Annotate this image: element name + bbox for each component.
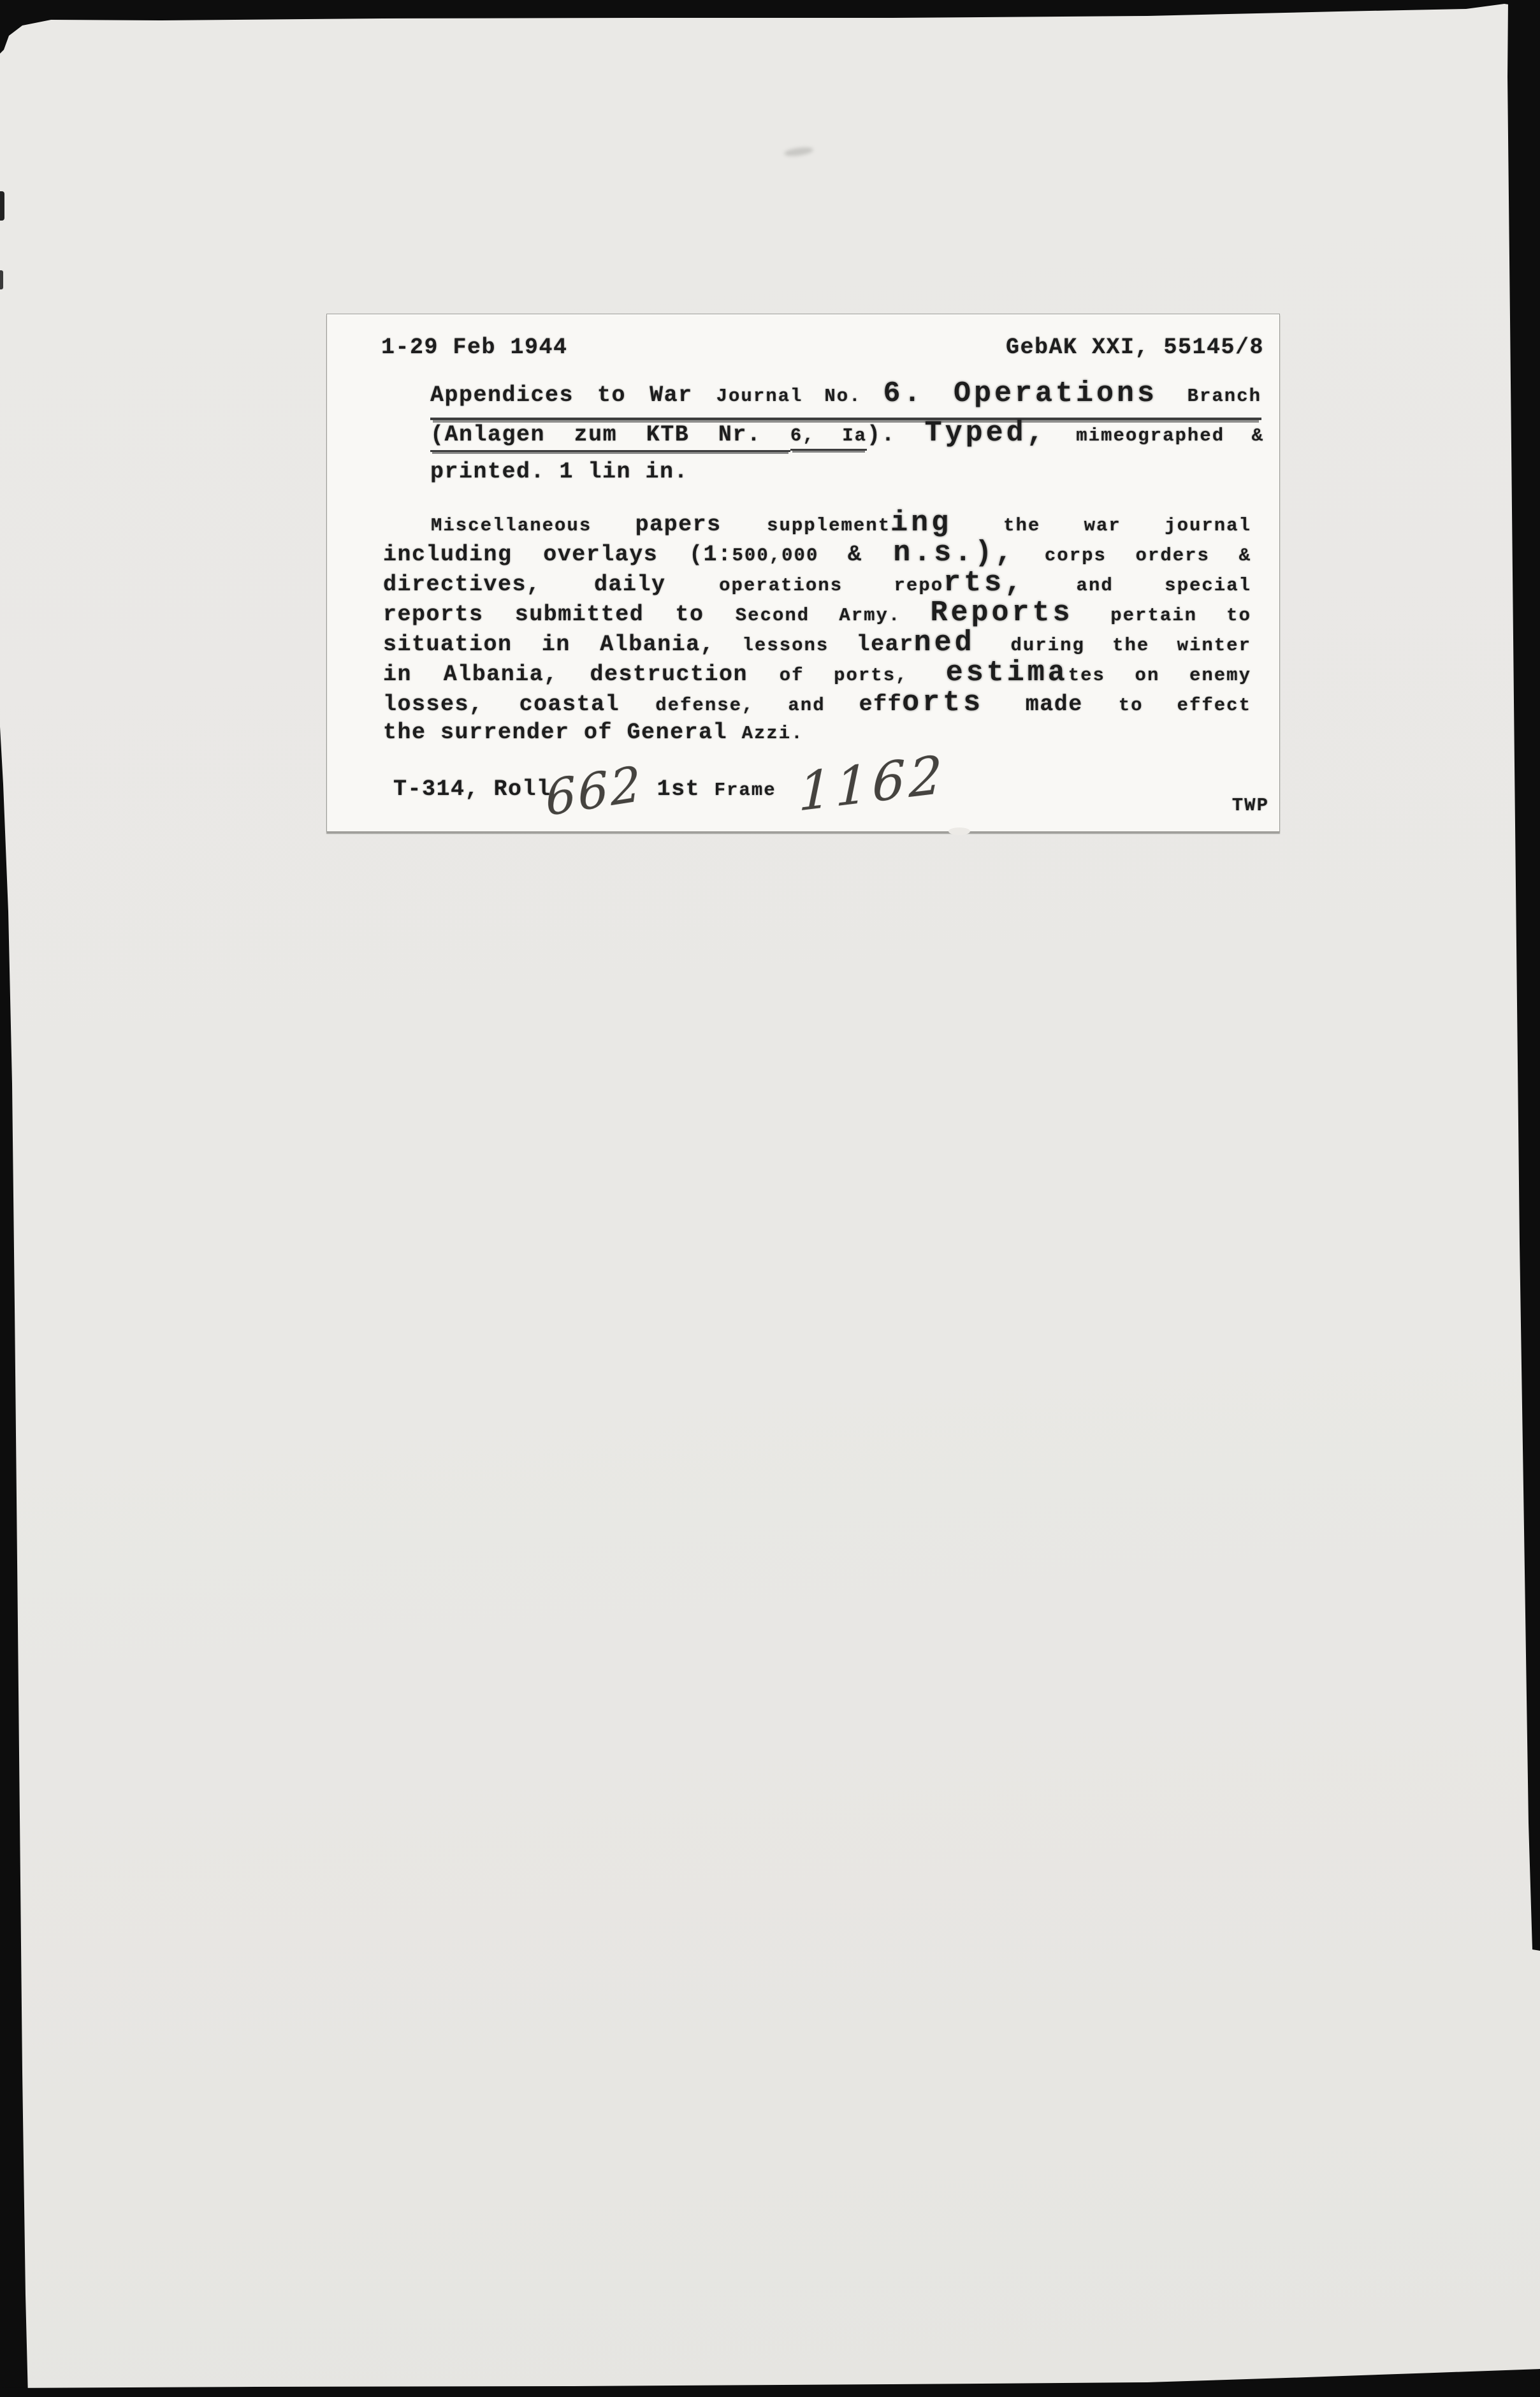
paragraph-line — [383, 658, 1251, 688]
frame-label-first: 1st — [657, 776, 715, 802]
text-segment: of ports, — [779, 665, 908, 686]
series-roll-label: T-314, Roll — [393, 776, 551, 802]
text-segment: Azzi. — [741, 723, 804, 744]
frame-label-word: Frame — [714, 780, 776, 801]
description-paragraph — [383, 508, 1251, 748]
paragraph-line — [383, 718, 1251, 748]
text-segment: ). — [867, 422, 896, 448]
text-segment: lear — [856, 632, 914, 657]
film-edge-right — [1504, 0, 1540, 1976]
text-segment: Operations — [954, 377, 1188, 410]
text-segment: & — [847, 542, 894, 567]
text-segment — [896, 422, 925, 448]
text-segment: to effect — [1118, 695, 1251, 716]
text-segment: operations repo — [719, 575, 944, 596]
text-segment: in Albania, destruction — [383, 662, 780, 687]
first-frame-handwritten: 1162 — [797, 744, 947, 824]
film-edge-bottom — [0, 2365, 1540, 2397]
text-segment: Miscellaneous — [431, 515, 636, 536]
title-line-2 — [430, 418, 1264, 454]
paragraph-line — [383, 538, 1251, 568]
paragraph-line — [383, 508, 1251, 538]
text-segment: Second Army. — [735, 605, 931, 626]
card-header-row — [381, 333, 1264, 361]
title-line-1 — [430, 378, 1261, 420]
text-segment: papers — [635, 512, 767, 537]
date-range: 1-29 Feb 1944 — [381, 335, 568, 360]
paragraph-line — [383, 598, 1251, 628]
text-segment: mimeographed & — [1076, 425, 1264, 446]
text-segment: Branch — [1187, 386, 1261, 407]
text-segment: Reports — [930, 597, 1111, 629]
card-edge-nick — [948, 827, 970, 835]
text-segment — [1047, 422, 1077, 448]
text-segment: directives, daily — [383, 572, 720, 597]
text-segment: tes on enemy — [1068, 665, 1251, 686]
text-segment: pertain to — [1110, 605, 1251, 626]
text-segment: rts, — [943, 567, 1026, 599]
text-segment: corps orders & — [1015, 545, 1251, 566]
paragraph-line — [383, 568, 1251, 598]
text-segment: made — [1025, 692, 1119, 717]
text-segment: ing — [890, 507, 1004, 539]
film-edge-mark — [0, 270, 3, 289]
text-segment: orts — [902, 687, 1026, 719]
text-segment: supplement — [767, 515, 891, 536]
text-segment: losses, coastal — [383, 692, 656, 717]
preparer-initials: TWP — [1231, 795, 1269, 816]
film-edge-left — [0, 720, 31, 2397]
text-segment: estima — [908, 657, 1068, 689]
text-segment: including overlays (1: — [383, 542, 732, 567]
film-smudge — [783, 146, 813, 157]
text-segment: 6. — [883, 377, 954, 410]
text-segment: and special — [1025, 575, 1251, 596]
film-edge-mark — [0, 191, 4, 221]
text-segment: 500,000 — [732, 545, 848, 566]
paragraph-line — [383, 688, 1251, 718]
text-segment: defense, and — [655, 695, 859, 716]
text-segment: the war journal — [1003, 515, 1251, 536]
text-segment: (Anlagen zum KTB Nr. — [430, 422, 790, 452]
text-segment: the surrender of General — [383, 720, 742, 745]
text-segment: during the winter — [1010, 635, 1251, 656]
text-segment: Appendices to War — [430, 382, 716, 408]
microfilm-citation — [393, 744, 947, 827]
index-card — [326, 314, 1280, 832]
record-reference: GebAK XXI, 55145/8 — [1005, 335, 1264, 360]
roll-number-handwritten: 662 — [544, 754, 644, 827]
text-segment: Typed, — [924, 417, 1047, 449]
text-segment: n.s.), — [893, 537, 1016, 569]
text-segment: lessons — [715, 635, 857, 656]
text-segment: eff — [859, 692, 903, 717]
text-segment: Journal No. — [716, 386, 883, 407]
title-line-3: printed. 1 lin in. — [430, 459, 689, 484]
text-segment: 6, Ia — [790, 425, 867, 451]
paragraph-line — [383, 628, 1251, 658]
film-edge-top — [0, 0, 1540, 57]
text-segment: reports submitted to — [383, 602, 736, 627]
text-segment: ned — [913, 627, 1011, 659]
text-segment: situation in Albania, — [383, 632, 715, 657]
